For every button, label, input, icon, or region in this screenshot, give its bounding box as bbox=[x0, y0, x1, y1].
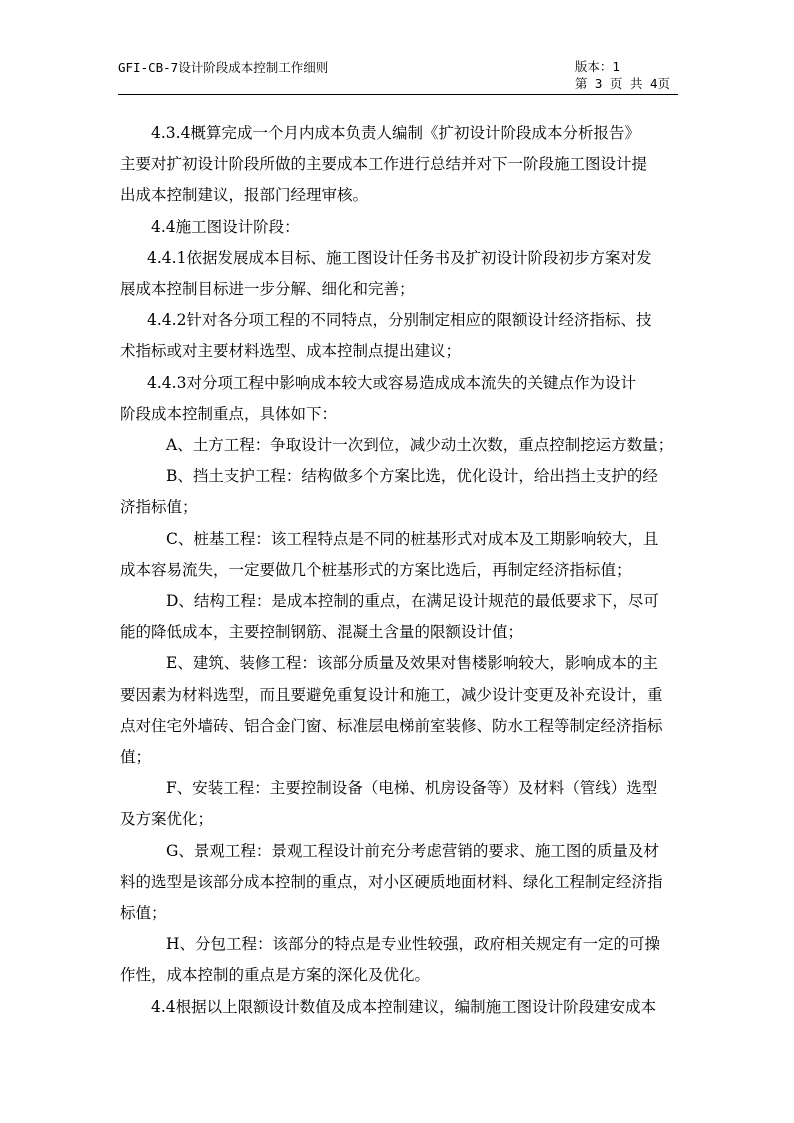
paragraph-4-4-2: 4.4.2针对各分项工程的不同特点，分别制定相应的限额设计经济指标、技 术指标或对主要材料选型、成本控制点提出建议； bbox=[120, 311, 652, 361]
paragraph-4-4-1: 4.4.1依据发展成本目标、施工图设计任务书及扩初设计阶段初步方案对发 展成本控制目标进一步分解、细化和完善； bbox=[120, 248, 652, 299]
header-meta bbox=[575, 58, 670, 92]
item-a-earthwork: A、土方工程：争取设计一次到位，减少动土次数，重点控制挖运方数量； bbox=[166, 436, 674, 455]
item-b-retaining: B、挡土支护工程：结构做多个方案比选，优化设计，给出挡土支护的经 济指标值； bbox=[120, 467, 658, 517]
item-d-structure: D、结构工程：是成本控制的重点，在满足设计规范的最低要求下，尽可 能的降低成本，主要控制钢筋、混凝土含量的限额设计值； bbox=[120, 592, 659, 642]
paragraph-4-3-4: 4.3.4概算完成一个月内成本负责人编制《扩初设计阶段成本分析报告》 主要对扩初设计阶段所做的主要成本工作进行总结并对下一阶段施工图设计提 出成本控制建议，报部门经理审核。 bbox=[120, 124, 648, 205]
page-header bbox=[118, 58, 678, 95]
item-f-installation: F、安装工程：主要控制设备（电梯、机房设备等）及材料（管线）选型 及方案优化； bbox=[120, 779, 658, 829]
paragraph-4-4-final: 4.4根据以上限额设计数值及成本控制建议，编制施工图设计阶段建安成本 bbox=[151, 997, 657, 1016]
document-title: GFI-CB-7设计阶段成本控制工作细则 bbox=[118, 60, 329, 75]
document-body bbox=[120, 118, 680, 1023]
paragraph-4-4-3: 4.4.3对分项工程中影响成本较大或容易造成成本流失的关键点作为设计 阶段成本控制重点，具体如下： bbox=[120, 373, 636, 423]
item-h-subcontract: H、分包工程：该部分的特点是专业性较强，政府相关规定有一定的可操 作性，成本控制的重点是方案的深化及优化。 bbox=[120, 935, 661, 985]
item-c-pile: C、桩基工程：该工程特点是不同的桩基形式对成本及工期影响较大，且 成本容易流失，一定要做几个桩基形式的方案比选后，再制定经济指标值； bbox=[120, 529, 659, 579]
item-g-landscape: G、景观工程：景观工程设计前充分考虑营销的要求、施工图的质量及材 料的选型是该部分成本控制的重点，对小区硬质地面材料、绿化工程制定经济指 标值； bbox=[120, 841, 663, 923]
page-number: 第 3 页 共 4页 bbox=[574, 76, 670, 91]
section-heading-4-4: 4.4施工图设计阶段： bbox=[151, 217, 300, 236]
item-e-architecture: E、建筑、装修工程：该部分质量及效果对售楼影响较大，影响成本的主 要因素为材料选型，而且要避免重复设计和施工，减少设计变更及补充设计，重 点对住宅外墙砖、铝合金门窗、标准层电梯前室装修、防水工程等制定经济指标 值； bbox=[120, 654, 663, 767]
version-label: 版本：1 bbox=[574, 59, 620, 74]
